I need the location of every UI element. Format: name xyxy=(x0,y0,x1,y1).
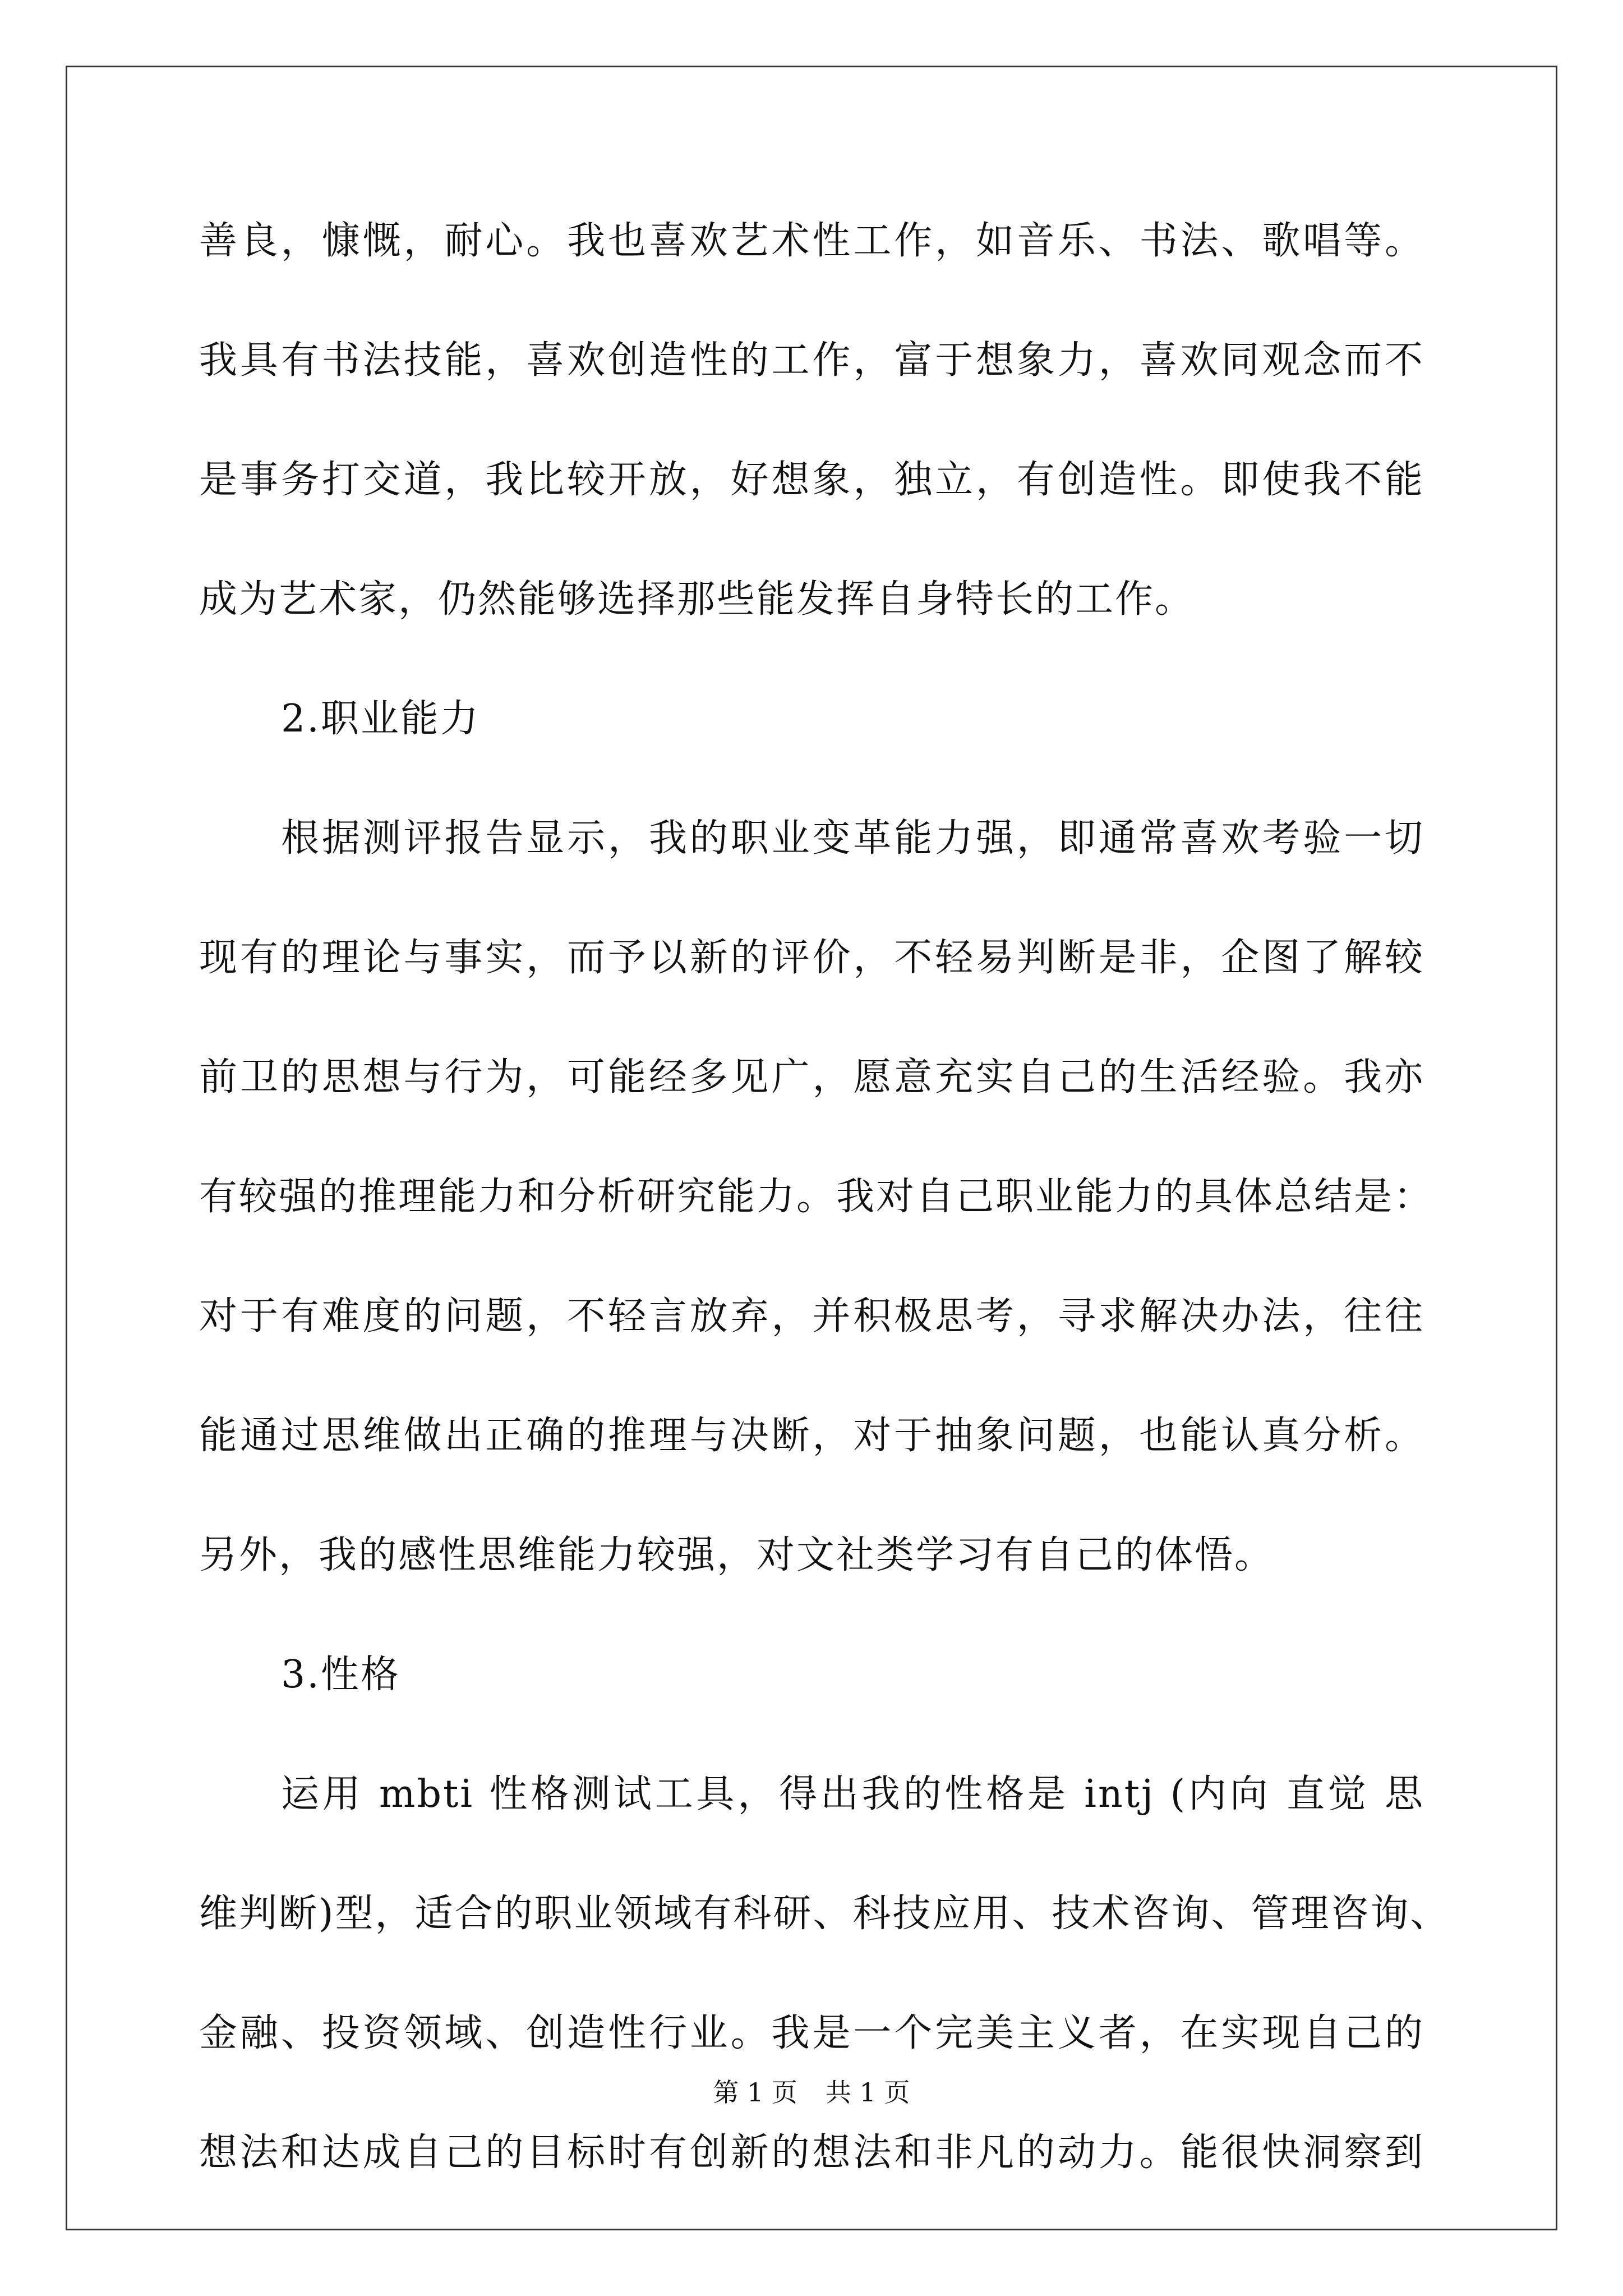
page-total: 共 1 页 xyxy=(826,2077,910,2108)
text-line: 根据测评报告显示，我的职业变革能力强，即通常喜欢考验一切 xyxy=(281,816,1424,861)
document-body xyxy=(199,210,1450,2242)
text-line: 成为艺术家，仍然能够选择那些能发挥自身特长的工作。 xyxy=(199,577,1195,622)
text-line: 前卫的思想与行为，可能经多见广，愿意充实自己的生活经验。我亦 xyxy=(199,1055,1424,1099)
text-line: 现有的理论与事实，而予以新的评价，不轻易判断是非，企图了解较 xyxy=(199,936,1424,980)
text-line: 运用 mbti 性格测试工具，得出我的性格是 intj (内向 直觉 思 xyxy=(281,1772,1424,1816)
text-line: 是事务打交道，我比较开放，好想象，独立，有创造性。即使我不能 xyxy=(199,458,1424,502)
section-heading: 3.性格 xyxy=(281,1653,400,1697)
text-line: 对于有难度的问题，不轻言放弃，并积极思考，寻求解决办法，往往 xyxy=(199,1294,1424,1338)
text-line: 有较强的推理能力和分析研究能力。我对自己职业能力的具体总结是： xyxy=(199,1175,1434,1219)
text-line: 想法和达成自己的目标时有创新的想法和非凡的动力。能很快洞察到 xyxy=(199,2131,1424,2175)
section-heading: 2.职业能力 xyxy=(281,697,480,741)
text-line: 另外，我的感性思维能力较强，对文社类学习有自己的体悟。 xyxy=(199,1533,1275,1577)
text-line: 能通过思维做出正确的推理与决断，对于抽象问题，也能认真分析。 xyxy=(199,1414,1424,1458)
page-number: 第 1 页 xyxy=(713,2077,797,2108)
text-line: 我具有书法技能，喜欢创造性的工作，富于想象力，喜欢同观念而不 xyxy=(199,338,1424,383)
text-line: 金融、投资领域、创造性行业。我是一个完美主义者，在实现自己的 xyxy=(199,2011,1424,2055)
text-line: 善良，慷慨，耐心。我也喜欢艺术性工作，如音乐、书法、歌唱等。 xyxy=(199,219,1424,263)
text-line: 维判断)型，适合的职业领域有科研、科技应用、技术咨询、管理咨询、 xyxy=(199,1892,1450,1936)
page-footer xyxy=(0,2076,1623,2109)
